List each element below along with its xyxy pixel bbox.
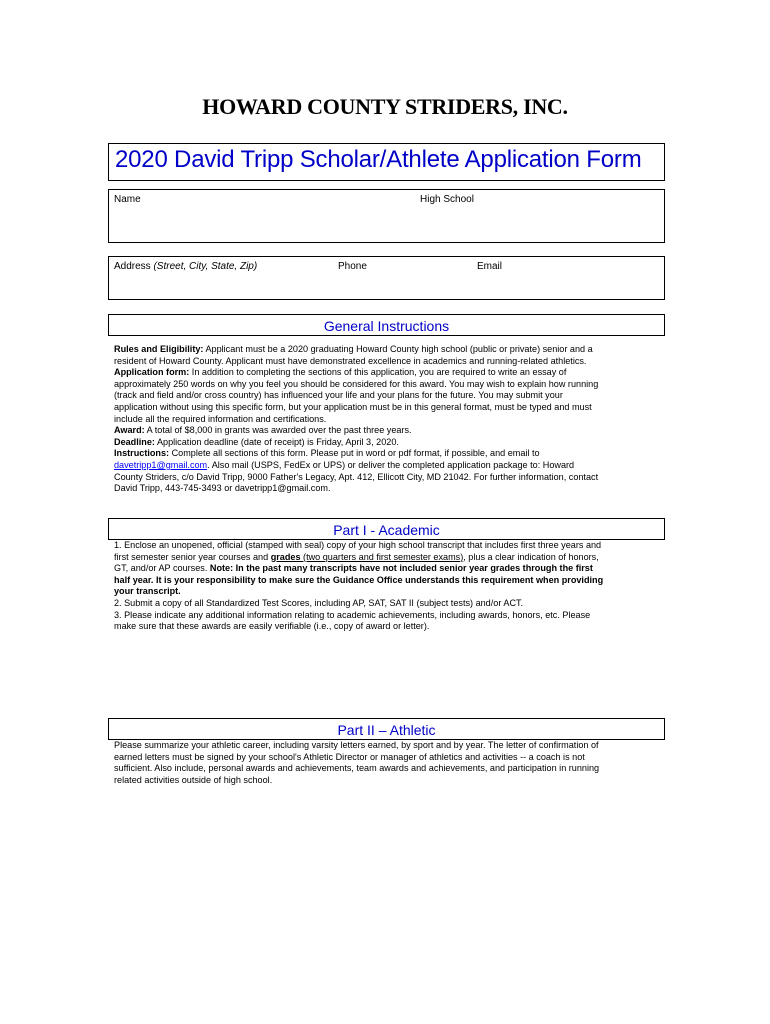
general-instructions-body: Rules and Eligibility: Applicant must be a 2020 graduating Howard County high school (public or private) senior and a resident of Howard County. Applicant must have demonstrated excellence in academics and running-related athletics. Application form: In addition to completing the sections of this application, you are required to write an essay of approximately 250 words on why you feel you should be considered for this award. You may wish to explain how running (track and field and/or cross country) has influenced your life and your plans for the future. You may submit your application without using this specific form, but your application must be in this general format, must be typed and must include all the required information and certifications. Award: A total of $8,000 in grants was awarded over the past three years. Deadline: Application deadline (date of receipt) is Friday, April 3, 2020. Instructions: Complete all sections of this form. Please put in word or pdf format, if possible, and email to davetripp1@gmail.com. Also mail (USPS, FedEx or UPS) or deliver the completed application package to: Howard County Striders, c/o David Tripp, 9000 Father's Legacy, Apt. 412, Ellicott City, MD 21042. For further information, contact David Tripp, 443-745-3493 or davetripp1@gmail.com. — [114, 344, 599, 494]
form-title: 2020 David Tripp Scholar/Athlete Application Form — [115, 146, 642, 173]
general-instructions-title: General Instructions — [323, 318, 450, 334]
contact-email-link[interactable]: davetripp1@gmail.com — [114, 459, 208, 470]
part-academic-body: 1. Enclose an unopened, official (stamped with seal) copy of your high school transcript that includes first three years and first semester senior year courses and grades (two quarters and first semester exams), plus a clear indication of honors, GT, and/or AP courses. Note: In the past many transcripts have not included senior year grades through the first half year. It is your responsibility to make sure the Guidance Office understands this requirement when providing your transcript. 2. Submit a copy of all Standardized Test Scores, including AP, SAT, SAT II (subject tests) and/or ACT. 3. Please indicate any additional information relating to academic achievements, including awards, honors, etc. Please make sure that these awards are easily verifiable (i.e., copy of award or letter). — [114, 540, 604, 632]
part-athletic-title: Part II – Athletic — [337, 722, 436, 738]
name-field-label: Name — [114, 194, 141, 205]
general-instructions-header — [108, 314, 665, 336]
phone-field-label: Phone — [338, 261, 367, 272]
part-academic-header — [108, 518, 665, 540]
address-field-label: Address (Street, City, State, Zip) — [114, 261, 258, 272]
name-school-fieldset[interactable] — [108, 189, 665, 243]
address-phone-email-fieldset[interactable] — [108, 256, 665, 300]
high-school-field-label: High School — [420, 194, 474, 205]
part-athletic-header — [108, 718, 665, 740]
part-athletic-body: Please summarize your athletic career, including varsity letters earned, by sport and by year. The letter of confirmation of earned letters must be signed by your school's Athletic Director or manager of athletics and activities -- a coach is not sufficient. Also include, personal awards and achievements, team awards and achievements, and participation in running related activities outside of high school. — [114, 740, 600, 785]
form-title-box — [108, 143, 665, 181]
organization-title: HOWARD COUNTY STRIDERS, INC. — [202, 94, 568, 119]
part-academic-title: Part I - Academic — [333, 522, 440, 538]
email-field-label: Email — [477, 261, 503, 272]
